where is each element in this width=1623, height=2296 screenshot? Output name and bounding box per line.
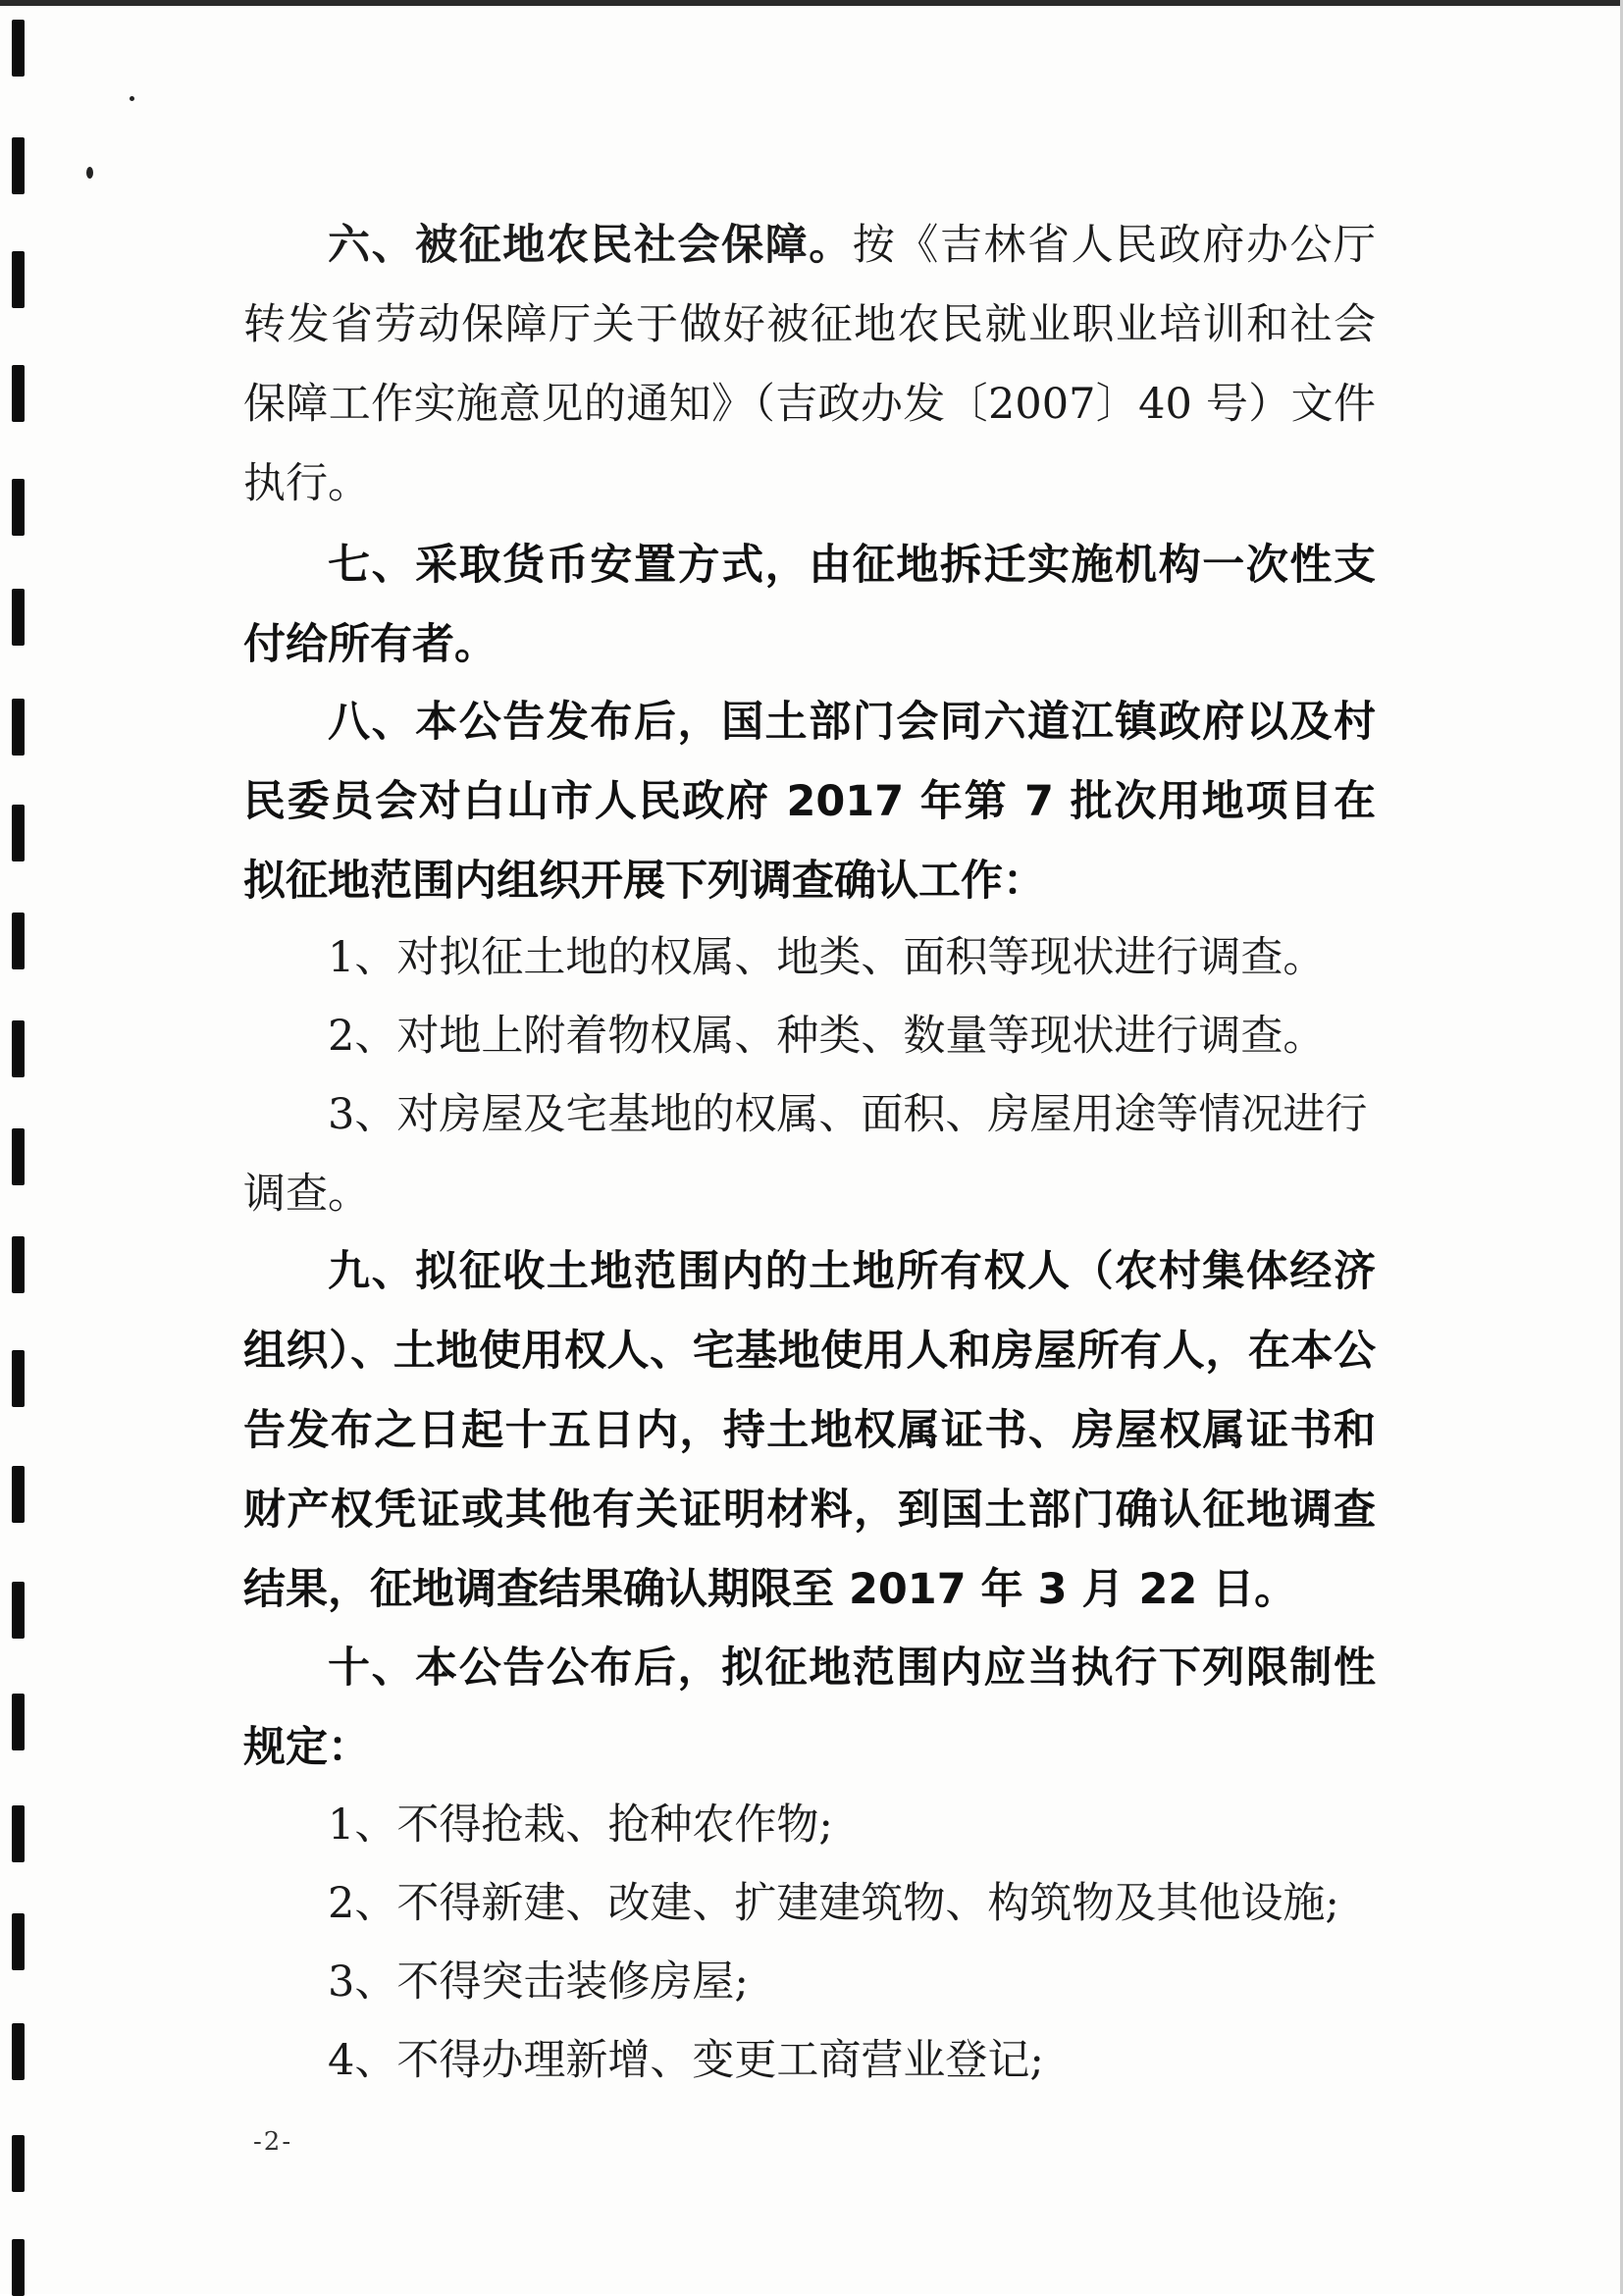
scan-top-edge (0, 0, 1623, 6)
restriction-item-4: 4、不得办理新增、变更工商营业登记; (328, 2036, 1044, 2085)
binding-mark (12, 805, 25, 861)
binding-mark (12, 137, 25, 194)
binding-mark (12, 1805, 25, 1862)
paragraph-six-lead: 六、被征地农民社会保障。 (328, 221, 853, 270)
binding-mark (12, 699, 25, 756)
binding-mark (12, 1350, 25, 1407)
binding-mark (12, 589, 25, 646)
binding-mark (12, 2023, 25, 2080)
survey-item-3: 3、对房屋及宅基地的权属、面积、房屋用途等情况进行调查。 (243, 1090, 1368, 1219)
binding-mark (12, 1913, 25, 1970)
paragraph-seven: 七、采取货币安置方式，由征地拆迁实施机构一次性支付给所有者。 (243, 541, 1376, 669)
binding-mark (12, 2135, 25, 2192)
binding-mark (12, 479, 25, 536)
paragraph-ten: 十、本公告公布后，拟征地范围内应当执行下列限制性规定： (243, 1644, 1376, 1772)
binding-mark (12, 913, 25, 969)
binding-mark (12, 1694, 25, 1750)
scan-speck (86, 167, 93, 179)
paragraph-six-body: 按《吉林省人民政府办公厅转发省劳动保障厅关于做好被征地农民就业职业培训和社会保障工作实施意见的通知》（吉政办发〔2007〕40 号）文件执行。 (243, 221, 1377, 508)
binding-mark (12, 1020, 25, 1077)
restriction-item-1: 1、不得抢栽、抢种农作物; (328, 1800, 833, 1850)
page-number: -2- (253, 2127, 293, 2157)
binding-mark (12, 251, 25, 308)
binding-mark (12, 1236, 25, 1293)
scan-speck (130, 96, 134, 101)
binding-mark (12, 1582, 25, 1639)
restriction-item-3: 3、不得突击装修房屋; (328, 1957, 749, 2007)
survey-item-2: 2、对地上附着物权属、种类、数量等现状进行调查。 (328, 1012, 1326, 1061)
survey-item-1: 1、对拟征土地的权属、地类、面积等现状进行调查。 (328, 933, 1326, 982)
binding-mark (12, 365, 25, 422)
binding-mark (12, 1128, 25, 1185)
restriction-item-2: 2、不得新建、改建、扩建建筑物、构筑物及其他设施; (328, 1879, 1339, 1928)
paragraph-nine: 九、拟征收土地范围内的土地所有权人（农村集体经济组织）、土地使用权人、宅基地使用人和房屋所有人，在本公告发布之日起十五日内，持土地权属证书、房屋权属证书和财产权凭证或其他有关证明材料，到国土部门确认征地调查结果，征地调查结果确认期限至 2017 年 3 月 22 日。 (243, 1247, 1376, 1614)
binding-mark (12, 1466, 25, 1523)
binding-mark (12, 2239, 25, 2296)
paragraph-six (243, 206, 1376, 524)
paragraph-eight: 八、本公告发布后，国土部门会同六道江镇政府以及村民委员会对白山市人民政府 2017 年第 7 批次用地项目在拟征地范围内组织开展下列调查确认工作： (243, 698, 1376, 906)
binding-mark (12, 20, 25, 77)
